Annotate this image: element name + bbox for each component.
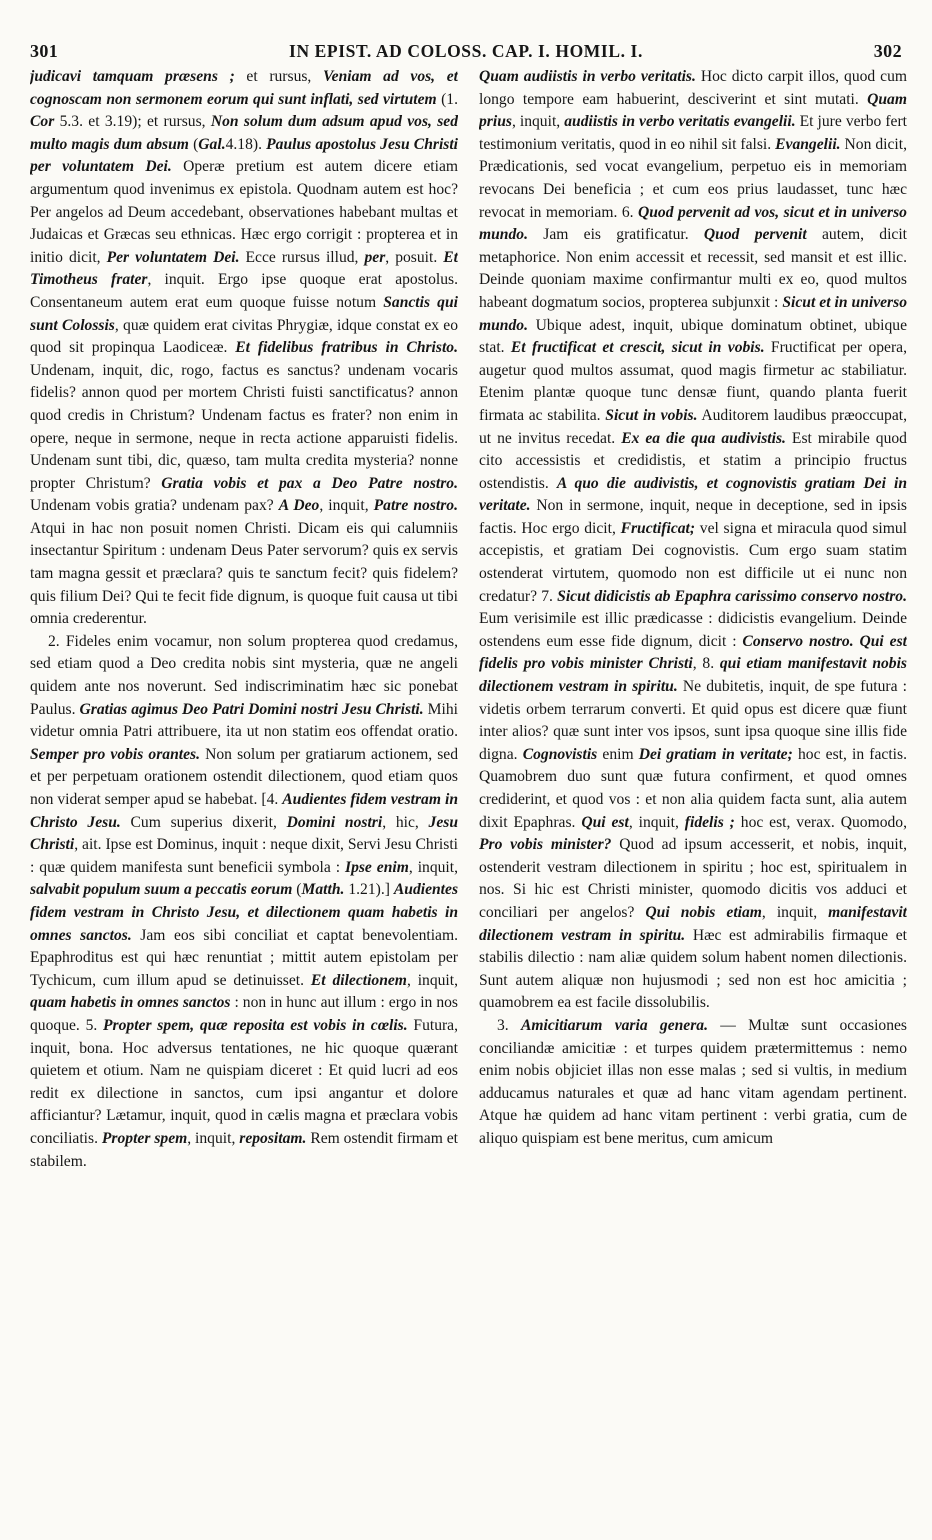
italic-citation: Et fidelibus fratribus in Christo. xyxy=(235,339,458,357)
text-run: Quod ad ipsum accesserit, et nobis, inquit, ostenderit vestram dilectionem in spiritu ; hoc est, spiritualem in nos. Si hic est Christi minister, quomodo dicitis vos adduci et conciliari per angelos? xyxy=(479,836,907,921)
italic-citation: repositam. xyxy=(239,1129,307,1147)
text-run: Hæc est admirabilis firmaque et stabilis dilectio : nam aliæ quidem solum habent nomen dilectionis. Sunt autem aliquæ non hujusmodi ; sed non est hoc amicitia ; quamobrem ea est facile dissolubilis. xyxy=(479,926,907,1012)
italic-citation: per xyxy=(364,248,386,266)
text-run: Operæ pretium est autem dicere etiam argumentum quod invenimus ex epistola. Quodnam autem est hoc? Per angelos ad Deum accedebant, observationes habebant multas et Judaicas et Græcas seu ethnicas. Hæc ergo corrigit : propterea et in initio dicit, xyxy=(30,158,458,266)
text-run: Undenam vobis gratia? undenam pax? xyxy=(30,497,279,515)
text-run: 5.3. et 3.19); et rursus, xyxy=(54,113,211,131)
italic-citation: Fructificat; xyxy=(620,519,696,537)
running-header xyxy=(30,38,902,64)
text-run: autem, dicit metaphorice. Non enim accessit et recessit, sed mansit et est illic. Deinde quoniam maxime confirmantur multi ex eo, quod multos habeant dogmatum socios, propterea subjunxit : xyxy=(479,226,907,311)
text-run: hoc est, verax. Quomodo, xyxy=(734,813,907,831)
italic-citation: Pro vobis minister? xyxy=(479,836,612,854)
italic-citation: A quo die audivistis, et cognovistis gratiam Dei in veritate. xyxy=(479,474,907,515)
italic-citation: Per voluntatem Dei. xyxy=(106,248,240,266)
text-run: 3. xyxy=(497,1016,521,1034)
italic-citation: Ex ea die qua audivistis. xyxy=(621,429,786,447)
running-title: IN EPIST. AD COLOSS. CAP. I. HOMIL. I. xyxy=(289,40,643,61)
left-page-number: 301 xyxy=(30,40,59,61)
paragraph xyxy=(479,66,907,1015)
italic-citation: Cognovistis xyxy=(522,745,598,763)
text-run: , inquit, xyxy=(319,497,374,515)
text-run: : non in hunc aut illum : ergo in nos quoque. 5. xyxy=(30,994,458,1034)
italic-citation: Dei gratiam in veritate; xyxy=(638,745,793,763)
italic-citation: Gratias agimus Deo Patri Domini nostri Jesu Christi. xyxy=(79,700,424,718)
italic-citation: Sicut et in universo mundo. xyxy=(479,293,907,334)
text-run: Futura, inquit, bona. Hoc adversus tentationes, ne hic quoque quærant quietem et otium. Nam ne quispiam diceret : Et quid lucri ad eos redit ex dilectione in sanctos, cum ipsi angantur et dolore afficiantur? Lætamur, inquit, quod in cælis magna et præclara vobis conciliatis. xyxy=(30,1016,458,1147)
text-run: , 8. xyxy=(692,655,720,673)
text-run: Non in sermone, inquit, neque in deceptione, sed in ipsis factis. Hoc ergo dicit, xyxy=(479,497,907,537)
text-run: Jam eis gratificatur. xyxy=(527,226,704,244)
italic-citation: Propter spem, quæ reposita est vobis in cœlis. xyxy=(103,1016,408,1034)
right-page-number: 302 xyxy=(873,40,902,61)
italic-citation: quam habetis in omnes sanctos xyxy=(30,994,231,1012)
italic-citation: manifestavit dilectionem vestram in spiritu. xyxy=(479,903,907,944)
text-run: (1. xyxy=(436,90,458,108)
text-run: Est mirabile quod cito accessistis et credidistis, et statim a principio fructus ostendistis. xyxy=(479,429,907,492)
text-run: Et jure verbo fert testimonium veritatis, quod in eo nihil sit falsi. xyxy=(479,113,907,153)
text-run: , quæ quidem erat civitas Phrygiæ, idque constat ex eo quod sit propinqua Laodiceæ. xyxy=(30,316,458,357)
text-run: , inquit, xyxy=(408,858,458,876)
italic-citation: Quam prius xyxy=(479,90,907,131)
italic-citation: Domini nostri xyxy=(286,813,383,831)
text-run: Ne dubitetis, inquit, de spe futura : videtis orbem terrarum converti. Et quid opus est dicere quæ fiunt inter alios? quæ sunt inter vos ipsos, sunt ipsa quoque sine illis fide digna. xyxy=(479,678,907,763)
text-run: , inquit. Ergo ipse quoque erat apostolus. Consentaneum autem erat eum quoque fuisse notum xyxy=(30,271,458,311)
italic-citation: Et fructificat et crescit, sicut in vobis. xyxy=(510,339,765,357)
italic-citation: Semper pro vobis orantes. xyxy=(30,745,200,763)
text-run: , ait. Ipse est Dominus, inquit : neque dixit, Servi Jesu Christi : quæ quidem manifesta sunt beneficii symbola : xyxy=(30,836,458,876)
italic-citation: Cor xyxy=(30,113,55,131)
text-run: Non dicit, Prædicationis, sed vocat evangelium, perpetuo eis in memoriam revocans Dei beneficia ; et cum eos prius laudasset, tunc hæc revocat in memoriam. 6. xyxy=(479,135,907,221)
italic-citation: fidelis ; xyxy=(684,813,735,831)
text-run: Auditorem laudibus præoccupat, ut ne invitus recedat. xyxy=(479,406,907,447)
text-run: Eum verisimile est illic prædicasse : didicistis evangelium. Deinde ostendens eum esse fide dignum, dicit : xyxy=(479,610,907,650)
text-run: , inquit, xyxy=(761,903,829,921)
text-run: enim xyxy=(597,745,639,763)
text-run: et rursus, xyxy=(234,68,323,85)
text-run: ( xyxy=(188,135,199,153)
text-run: Hoc dicto carpit illos, quod cum longo tempore eam habuerint, desciverint et sint mutati. xyxy=(479,68,907,108)
italic-citation: Audientes fidem vestram in Christo Jesu. xyxy=(30,791,458,831)
text-run: Ecce rursus illud, xyxy=(239,248,365,266)
italic-citation: Amicitiarum varia genera. xyxy=(520,1016,708,1034)
text-run: Non solum per gratiarum actionem, sed et per perpetuam orationem ostendit dilectionem, quod etiam quos non viderat semper apud se habebat. [4. xyxy=(30,745,458,808)
italic-citation: Conservo nostro. Qui est fidelis pro vobis minister Christi xyxy=(479,632,907,673)
text-run: Cum superius dixerit, xyxy=(120,813,287,831)
italic-citation: audiistis in verbo veritatis evangelii. xyxy=(564,113,796,131)
paragraph xyxy=(30,66,458,631)
italic-citation: Quod pervenit ad vos, sicut et in universo mundo. xyxy=(479,203,907,244)
text-run: Fructificat per opera, augetur quod multos assumat, quod magis firmetur ac stabiliatur. Etenim plantæ quoque tunc densæ fiunt, quando planta fuerit firmata ac stabilita. xyxy=(479,339,907,424)
left-text-column xyxy=(30,66,458,1518)
text-run: Ubique adest, inquit, ubique dominatum obtinet, ubique stat. xyxy=(479,316,907,357)
italic-citation: Et Timotheus frater xyxy=(30,248,458,289)
text-run: Atqui in hac non posuit nomen Christi. Dicam eis qui calumniis insectantur Spiritum : undenam Deus Pater servorum? quis ex servis tam magna gessit et præclara? quis te sanctum fecit? quis fidelem? quis filium Dei? Qui te fecit fide dignum, is quoque fuit causa ut tibi omnia crederentur. xyxy=(30,519,458,628)
italic-citation: Veniam ad vos, et cognoscam non sermonem eorum qui sunt inflati, sed virtutem xyxy=(30,68,458,108)
italic-citation: Jesu Christi xyxy=(30,813,458,854)
text-run: Rem ostendit firmam et stabilem. xyxy=(30,1129,458,1170)
italic-citation: Matth. xyxy=(301,881,345,899)
text-run: Jam eos sibi conciliat et captat benevolentiam. Epaphroditus est qui hæc renuntiat ; mittit autem epistolam per Tychicum, cum illum apud se detinuisset. xyxy=(30,926,458,989)
italic-citation: Audientes fidem vestram in Christo Jesu, et dilectionem quam habetis in omnes sanctos. xyxy=(30,881,458,944)
italic-citation: Paulus apostolus Jesu Christi per voluntatem Dei. xyxy=(30,135,458,176)
italic-citation: Ipse enim xyxy=(345,858,409,876)
text-run: , inquit, xyxy=(406,971,458,989)
italic-citation: Evangelii. xyxy=(775,135,841,153)
text-run: ( xyxy=(292,881,302,899)
italic-citation: Et dilectionem xyxy=(310,971,407,989)
text-run: 1.21).] xyxy=(344,881,394,899)
italic-citation: Quam audiistis in verbo veritatis. xyxy=(479,68,696,85)
italic-citation: A Deo xyxy=(278,497,320,515)
text-run: , hic, xyxy=(382,813,429,831)
italic-citation: qui etiam manifestavit nobis dilectionem vestram in spiritu. xyxy=(479,655,907,696)
italic-citation: judicavi tamquam præsens ; xyxy=(30,68,235,85)
text-run: , inquit, xyxy=(187,1129,240,1147)
text-run: , posuit. xyxy=(385,248,444,266)
paragraph xyxy=(479,1015,907,1151)
italic-citation: Gratia vobis et pax a Deo Patre nostro. xyxy=(161,474,458,492)
paragraph xyxy=(30,631,458,1173)
text-run: — Multæ sunt occasiones conciliandæ amicitiæ : et turpes quidem prætermittemus : nemo enim nobis objiciet illas non esse malas ; sed si vultis, in medium adducamus naturales et quæ ad hanc vitam agendam pertinent. Atque hæ quidem ad hanc vitam pertinent : verbi gratia, cum de aliquo quispiam est bene meritus, cum amicum xyxy=(479,1016,907,1147)
text-run: hoc est, in factis. Quamobrem duo sunt quæ futura confirment, et quod omnes crediderint, et quod vos : et non alia quidem facta sunt, alia autem dixit Epaphras. xyxy=(479,745,907,831)
italic-citation: salvabit populum suum a peccatis eorum xyxy=(30,881,293,899)
text-run: 4.18). xyxy=(225,135,267,153)
italic-citation: Qui nobis etiam xyxy=(645,903,762,921)
italic-citation: Quod pervenit xyxy=(703,226,807,244)
text-run: vel signa et miracula quod simul accepistis, et gratiam Dei cognovistis. Cum ergo suam statim ostenderat virtutem, quomodo non est difficile ut ei nunc non credatur? 7. xyxy=(479,519,907,605)
right-text-column xyxy=(479,66,907,1518)
text-run: 2. Fideles enim vocamur, non solum propterea quod credamus, sed etiam quod a Deo credita nobis sint mysteria, quæ ne angeli quidem ante nos noverunt. Sed indiscriminatim hæc sic ponebat Paulus. xyxy=(30,632,458,718)
italic-citation: Sanctis qui sunt Colossis xyxy=(30,293,458,334)
text-run: Undenam, inquit, dic, rogo, factus es sanctus? undenam vocaris fidelis? annon quod per mortem Christi fuisti sanctificatus? annon quod credis in Christum? Undenam factus es frater? non enim in opere, neque in sermone, neque in recta actione apparuisti fidelis. Undenam sunt tibi, dic, quæso, tam multa credita mysteria? nonne propter Christum? xyxy=(30,361,458,492)
italic-citation: Sicut didicistis ab Epaphra carissimo conservo nostro. xyxy=(557,587,907,605)
italic-citation: Qui est xyxy=(581,813,629,831)
text-run: , inquit, xyxy=(628,813,685,831)
italic-citation: Patre nostro. xyxy=(373,497,458,515)
italic-citation: Non solum dum adsum apud vos, sed multo magis dum absum xyxy=(30,113,458,153)
text-run: Mihi videtur omnia Patri attribuere, ita ut non statim eos offendat oratio. xyxy=(30,700,458,741)
italic-citation: Propter spem xyxy=(101,1129,188,1147)
italic-citation: Sicut in vobis. xyxy=(605,406,698,424)
italic-citation: Gal. xyxy=(198,135,226,153)
text-run: , inquit, xyxy=(511,113,565,131)
